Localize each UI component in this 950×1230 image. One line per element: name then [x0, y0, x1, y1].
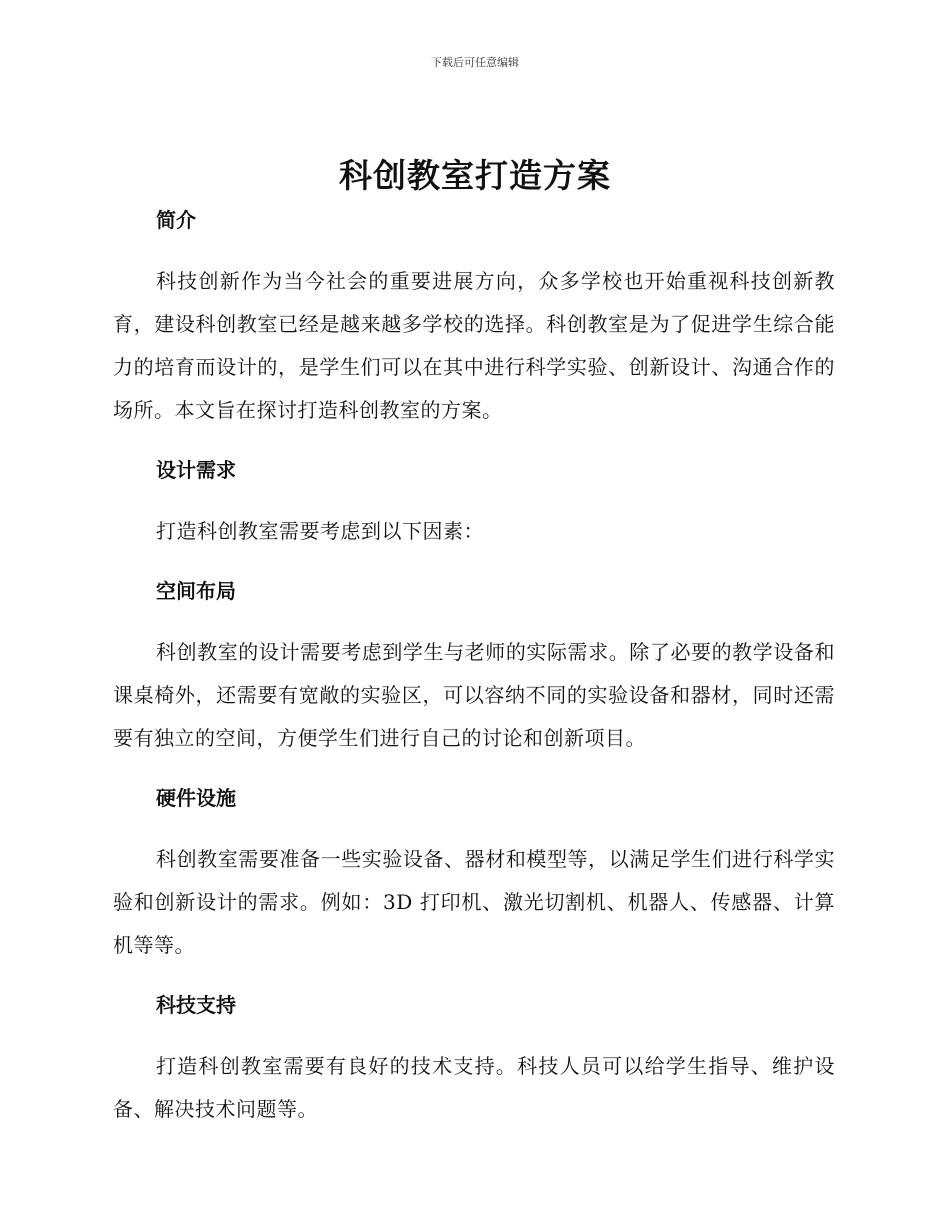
section-heading: 简介: [156, 208, 196, 232]
section-heading: 空间布局: [156, 579, 236, 603]
section-paragraph: 科创教室的设计需要考虑到学生与老师的实际需求。除了必要的教学设备和课桌椅外，还需要有宽敞的实验区，可以容纳不同的实验设备和器材，同时还需要有独立的空间，方便学生们进行自己的讨论和创新项目。: [113, 640, 835, 750]
section-heading: 设计需求: [156, 458, 236, 482]
section-design-requirements: [113, 454, 835, 553]
section-space-layout: [113, 575, 835, 760]
document-title: 科创教室打造方案: [339, 156, 611, 195]
section-paragraph: 科技创新作为当今社会的重要进展方向，众多学校也开始重视科技创新教育，建设科创教室已经是越来越多学校的选择。科创教室是为了促进学生综合能力的培育而设计的，是学生们可以在其中进行科学实验、创新设计、沟通合作的场所。本文旨在探讨打造科创教室的方案。: [113, 269, 835, 422]
section-heading: 科技支持: [156, 993, 236, 1017]
section-heading: 硬件设施: [156, 786, 236, 810]
section-intro: [113, 204, 835, 432]
section-paragraph: 打造科创教室需要考虑到以下因素：: [156, 519, 484, 543]
page-header: 下载后可任意编辑: [431, 56, 519, 69]
section-paragraph: 科创教室需要准备一些实验设备、器材和模型等，以满足学生们进行科学实验和创新设计的需求。例如：3D 打印机、激光切割机、机器人、传感器、计算机等等。: [113, 847, 835, 957]
section-paragraph: 打造科创教室需要有良好的技术支持。科技人员可以给学生指导、维护设备、解决技术问题等。: [113, 1054, 835, 1121]
section-tech-support: [113, 989, 835, 1131]
section-hardware: [113, 782, 835, 967]
document-body: [113, 204, 835, 1153]
